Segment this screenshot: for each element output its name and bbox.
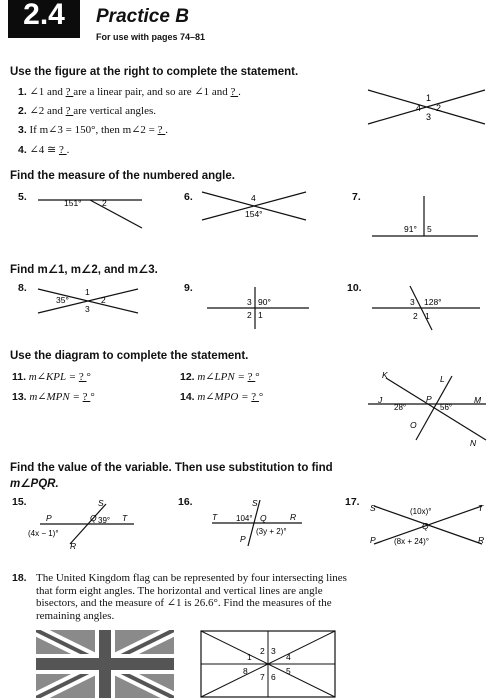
- question-text: ∠4 ≅: [29, 144, 59, 156]
- angle-label: 1: [426, 93, 432, 103]
- flag-cross: [99, 630, 111, 698]
- angle-expression: (3y + 2)°: [256, 527, 287, 536]
- angle-label: 1: [247, 652, 252, 662]
- angle-label: 2: [101, 295, 106, 305]
- angle-label: 91°: [404, 224, 417, 234]
- lesson-badge: 2.4: [8, 0, 80, 38]
- angle-label: 2: [436, 103, 442, 113]
- question-number: 13.: [12, 391, 27, 403]
- angle-label: 3: [410, 297, 415, 307]
- angle-label: 2: [413, 311, 418, 321]
- question-text: m∠KPL =: [28, 371, 79, 383]
- angle-label: 1: [85, 287, 90, 297]
- point-label: Q: [260, 513, 267, 523]
- angle-expression: (8x + 24)°: [394, 537, 429, 546]
- question-17-number: 17.: [345, 496, 360, 508]
- point-label: J: [378, 395, 383, 405]
- answer-blank: ?: [230, 86, 239, 98]
- question-number: 11.: [12, 371, 27, 383]
- question-16-number: 16.: [178, 496, 193, 508]
- angle-label: 5: [286, 666, 291, 676]
- angle-label: 4: [416, 103, 422, 113]
- section-4-heading: Use the diagram to complete the statement.: [10, 350, 249, 362]
- degree-sign: °: [255, 371, 260, 383]
- angle-label: 6: [271, 672, 276, 682]
- question-14: [180, 390, 263, 403]
- question-text: .: [238, 86, 241, 98]
- question-number: 12.: [180, 371, 195, 383]
- point-label: K: [382, 370, 388, 380]
- section-5-heading: Find the value of the variable. Then use substitution to find: [10, 462, 333, 474]
- degree-sign: °: [90, 391, 95, 403]
- angle-label: 2: [247, 310, 252, 320]
- question-4: [18, 143, 69, 156]
- angle-label: 151°: [64, 198, 82, 208]
- point-label: Q: [422, 521, 429, 531]
- angle-label: 5: [427, 224, 432, 234]
- question-text: m∠LPN =: [197, 371, 248, 383]
- point-label: P: [46, 513, 52, 523]
- question-2: [18, 104, 156, 117]
- section-2-heading: Find the measure of the numbered angle.: [10, 170, 235, 182]
- angle-label: 3: [85, 304, 90, 314]
- angle-label: 56°: [440, 403, 453, 412]
- figure-7: [368, 192, 483, 248]
- angle-label: 35°: [56, 295, 69, 305]
- question-18-number: 18.: [12, 572, 27, 584]
- point-label: S: [252, 498, 258, 508]
- answer-blank: ?: [157, 124, 166, 136]
- question-text: are a linear pair, and so are ∠1 and: [73, 86, 231, 98]
- degree-sign: °: [86, 371, 91, 383]
- angle-label: 2: [260, 646, 265, 656]
- point-label: T: [122, 513, 128, 523]
- angle-label: 1: [258, 310, 263, 320]
- angle-label: 3: [271, 646, 276, 656]
- uk-flag-image: [36, 630, 174, 698]
- angle-label: 128°: [424, 297, 442, 307]
- question-13: [12, 390, 95, 403]
- degree-sign: °: [258, 391, 264, 403]
- question-9-number: 9.: [184, 282, 193, 294]
- answer-blank: ?: [78, 371, 87, 383]
- section-1-heading: Use the figure at the right to complete the statement.: [10, 66, 299, 78]
- figure-16: [198, 494, 318, 554]
- figure-6: [200, 188, 310, 224]
- angle-label: 39°: [98, 516, 111, 525]
- point-label: S: [98, 498, 104, 508]
- answer-blank: ?: [65, 86, 74, 98]
- point-label: O: [410, 420, 417, 430]
- question-text: ∠1 and: [29, 86, 66, 98]
- figure-10: [370, 283, 485, 333]
- question-10-number: 10.: [347, 282, 362, 294]
- point-label: R: [70, 541, 77, 551]
- point-label: R: [290, 512, 297, 522]
- angle-label: 90°: [258, 297, 271, 307]
- page-subtitle: For use with pages 74–81: [96, 32, 206, 42]
- answer-blank: ?: [58, 144, 67, 156]
- question-18-text: The United Kingdom flag can be represented by four intersecting lines that form eight angles. The horizontal and vertical lines are angle bisectors, and the measure of ∠1 is 26.6°. Find the measures of the remaining angles.: [36, 572, 347, 622]
- point-label: M: [474, 395, 482, 405]
- flag-line-diagram: [200, 630, 336, 698]
- angle-label: 4: [251, 193, 256, 203]
- point-label: T: [212, 512, 218, 522]
- angle-label: 7: [260, 672, 265, 682]
- angle-expression: (4x − 1)°: [28, 529, 59, 538]
- point-label: R: [478, 535, 485, 545]
- question-7-number: 7.: [352, 191, 361, 203]
- angle-label: 154°: [245, 209, 263, 219]
- question-number: 14.: [180, 391, 195, 403]
- question-number: 2.: [18, 105, 27, 117]
- angle-label: 104°: [236, 514, 253, 523]
- angle-label: 4: [286, 652, 291, 662]
- point-label: S: [370, 503, 376, 513]
- question-8-number: 8.: [18, 282, 27, 294]
- question-text: ∠2 and: [29, 105, 66, 117]
- figure-9: [205, 285, 315, 331]
- question-text: .: [165, 124, 169, 136]
- section-3-heading: Find m∠1, m∠2, and m∠3.: [10, 264, 158, 276]
- question-number: 3.: [18, 124, 27, 136]
- figure-8: [34, 283, 144, 319]
- point-label: P: [240, 534, 246, 544]
- question-text: m∠MPN =: [29, 391, 83, 403]
- answer-blank: ?: [82, 391, 91, 403]
- question-11: [12, 370, 91, 383]
- question-12: [180, 370, 260, 383]
- figure-17: [366, 496, 490, 552]
- answer-blank: ?: [247, 371, 256, 383]
- angle-label: 2: [102, 198, 107, 208]
- point-label: T: [478, 503, 484, 513]
- section-5-heading-2: m∠PQR.: [10, 478, 59, 490]
- figure-5: [38, 190, 148, 230]
- question-15-number: 15.: [12, 496, 27, 508]
- point-label: P: [426, 394, 432, 404]
- angle-label: 8: [243, 666, 248, 676]
- point-label: P: [370, 535, 376, 545]
- question-number: 1.: [18, 86, 27, 98]
- ray: [90, 200, 142, 228]
- question-text: .: [66, 144, 70, 156]
- figure-15: [26, 494, 151, 554]
- question-5-number: 5.: [18, 191, 27, 203]
- question-text: If m∠3 = 150°, then m∠2 =: [29, 124, 158, 136]
- point-label: Q: [90, 513, 97, 523]
- angle-label: 3: [247, 297, 252, 307]
- question-text: are vertical angles.: [73, 105, 157, 117]
- figure-kplmno: [360, 368, 492, 448]
- angle-label: 3: [426, 112, 432, 122]
- question-text: m∠MPO =: [197, 391, 252, 403]
- angle-label: 1: [425, 311, 430, 321]
- figure-intersecting-lines: [360, 84, 490, 134]
- question-3: [18, 123, 168, 136]
- answer-blank: ?: [65, 105, 74, 117]
- question-6-number: 6.: [184, 191, 193, 203]
- angle-label: 28°: [394, 403, 407, 412]
- question-number: 4.: [18, 144, 27, 156]
- question-1: [18, 85, 241, 98]
- point-label: N: [470, 438, 477, 448]
- point-label: L: [440, 374, 445, 384]
- angle-expression: (10x)°: [410, 507, 432, 516]
- answer-blank: ?: [251, 391, 259, 403]
- page-title: Practice B: [96, 6, 189, 27]
